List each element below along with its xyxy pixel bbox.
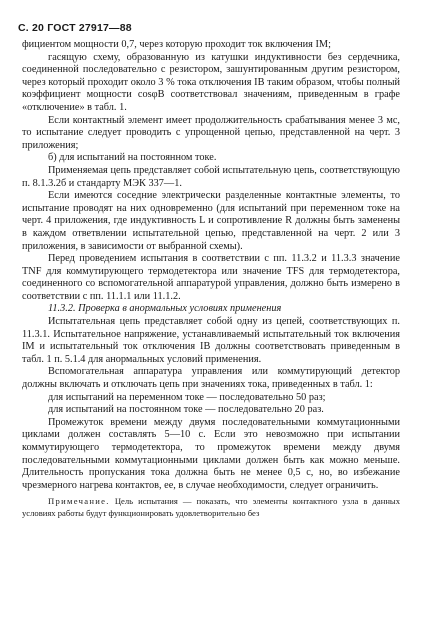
note-text: Цель испытания — показать, что элементы контактного узла в данных условиях работы будут функционировать удовлетворительно без	[22, 496, 400, 518]
paragraph: Если имеются соседние электрически разделенные контактные элементы, то испытание проводят на них одновременно (для испытаний при переменном токе на черт. 4 приложения, где индуктивность L и сопротивление R должны быть заменены в каждом ответвлении испытательной цепью, представленной на черт. 2 или 3 приложения, в зависимости от выбранной схемы).	[22, 190, 400, 252]
paragraph: Испытательная цепь представляет собой одну из цепей, соответствующих п. 11.3.1. Испытательное напряжение, устанавливаемый испытательный ток включения IM и испытательный ток отключения IB должны соответствовать приведенным в табл. 1 п. 5.1.4 для анормальных условий применения.	[22, 316, 400, 365]
paragraph: фициентом мощности 0,7, через которую проходит ток включения IM;	[22, 39, 331, 50]
page-header: С. 20 ГОСТ 27917—88	[18, 22, 132, 34]
paragraph: для испытаний на постоянном токе — последовательно 20 раз.	[48, 404, 324, 416]
paragraph: б) для испытаний на постоянном токе.	[48, 152, 217, 164]
paragraph: гасящую схему, образованную из катушки индуктивности без сердечника, соединенной последовательно с резистором, зашунтированным другим резистором, через который проходит около 3 % тока отключения IB таким образом, чтобы полный коэффициент мощности cosφB соответствовал значениям, приведенным в графе «отключение» в табл. 1.	[22, 51, 400, 113]
paragraph: Промежуток времени между двумя последовательными коммутационными циклами должен составлять 5—10 с. Если это невозможно при испытании коммутирующего термодетектора, то промежуток времени между двумя последовательными коммутационными циклами должен быть как можно меньше. Длительность пропускания тока должна быть не менее 0,5 с, но, во избежание чрезмерного нагрева контактов, ее, в случае необходимости, следует ограничить.	[22, 416, 400, 491]
document-body	[22, 39, 400, 492]
paragraph: Перед проведением испытания в соответствии с пп. 11.3.2 и 11.3.3 значение TNF для коммутирующего термодетектора или значение TFS для термодетектора, соединенного со вспомогательной аппаратурой управления, должно быть измерено в соответствии с пп. 11.1.1 или 11.1.2.	[22, 253, 400, 302]
paragraph: Вспомогательная аппаратура управления или коммутирующий детектор должны включать и отключать цепь при значениях тока, приведенных в табл. 1:	[22, 366, 400, 391]
note-paragraph	[22, 496, 400, 518]
paragraph: 11.3.2. Проверка в анормальных условиях применения	[48, 303, 282, 315]
paragraph: Если контактный элемент имеет продолжительность срабатывания менее 3 мс, то испытание следует проводить с упрощенной цепью, представленной на черт. 3 приложения;	[22, 114, 400, 151]
paragraph: для испытаний на переменном токе — последовательно 50 раз;	[48, 391, 326, 403]
paragraph: Применяемая цепь представляет собой испытательную цепь, соответствующую п. 8.1.3.2б и стандарту МЭК 337—1.	[22, 164, 400, 189]
note-label: Примечание.	[48, 496, 110, 507]
